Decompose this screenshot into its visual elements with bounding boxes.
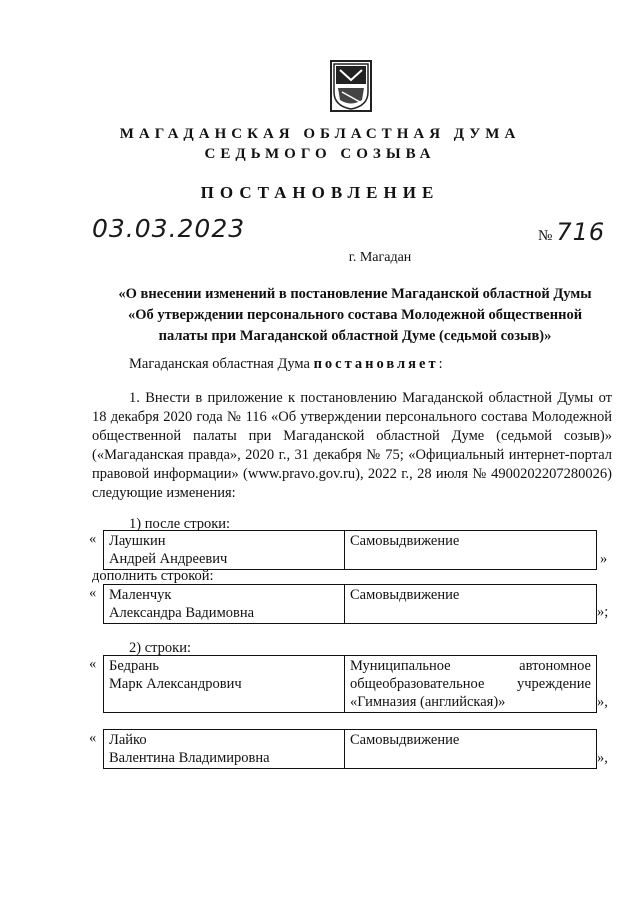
sub2-label: 2) строки: bbox=[129, 640, 191, 656]
city: г. Магадан bbox=[348, 250, 412, 265]
table-row-layko bbox=[103, 729, 597, 769]
surname: Лаушкин bbox=[109, 533, 166, 549]
surname: Маленчук bbox=[109, 587, 172, 603]
nomination-cell: Самовыдвижение bbox=[345, 531, 597, 570]
heading-line2: «Об утверждении персонального состава Молодежной общественной bbox=[127, 307, 583, 323]
intro-paragraph bbox=[129, 355, 443, 374]
org-name-line2: СЕДЬМОГО СОЗЫВА bbox=[204, 146, 436, 162]
document-type: ПОСТАНОВЛЕНИЕ bbox=[200, 183, 440, 202]
nomination-cell bbox=[345, 656, 597, 713]
coat-of-arms-icon bbox=[332, 62, 370, 110]
open-quote: « bbox=[89, 585, 97, 601]
org-name-line1: МАГАДАНСКАЯ ОБЛАСТНАЯ ДУМА bbox=[119, 126, 521, 142]
given-names: Александра Вадимовна bbox=[109, 605, 255, 621]
nomination-cell: Самовыдвижение bbox=[345, 730, 597, 769]
document-number bbox=[538, 218, 605, 246]
name-cell bbox=[104, 531, 345, 570]
sub1-label: 1) после строки: bbox=[129, 516, 231, 532]
document-heading bbox=[90, 284, 620, 347]
nomination-cell: Самовыдвижение bbox=[345, 585, 597, 624]
heading-line1: «О внесении изменений в постановление Магаданской областной Думы bbox=[118, 286, 592, 302]
close-quote: », bbox=[597, 694, 608, 710]
sub1-add-label: дополнить строкой: bbox=[92, 568, 214, 584]
close-quote: » bbox=[600, 551, 608, 567]
table-row-bedran bbox=[103, 655, 597, 713]
close-quote: »; bbox=[597, 604, 609, 620]
open-quote: « bbox=[89, 656, 97, 672]
table-row-laushkin bbox=[103, 530, 597, 570]
name-cell bbox=[104, 656, 345, 713]
name-cell bbox=[104, 730, 345, 769]
regional-coat-of-arms bbox=[330, 60, 372, 112]
number-label: № bbox=[538, 228, 553, 244]
intro-text: Магаданская областная Дума bbox=[129, 356, 314, 372]
close-quote: », bbox=[597, 750, 608, 766]
nomination-line3: «Гимназия (английская)» bbox=[350, 694, 506, 710]
open-quote: « bbox=[89, 730, 97, 746]
given-names: Марк Александрович bbox=[109, 676, 242, 692]
number-value: 716 bbox=[556, 218, 606, 246]
open-quote: « bbox=[89, 531, 97, 547]
given-names: Валентина Владимировна bbox=[109, 750, 270, 766]
intro-colon: : bbox=[438, 356, 443, 372]
document-date: 03.03.2023 bbox=[92, 214, 246, 243]
item-1-text: 1. Внести в приложение к постановлению Магаданской областной Думы от 18 декабря 2020 года № 116 «Об утверждении персонального состава Молодежной общественной палаты при Магаданской областной Думе (седьмой созыв)» («Магаданская правда», 2020 г., 31 декабря № 75; «Официальный интернет-портал правовой информации» (www.pravo.gov.ru), 2022 г., 28 июля № 4900202207280026) следующие изменения: bbox=[92, 390, 612, 501]
heading-line3: палаты при Магаданской областной Думе (седьмой созыв)» bbox=[158, 328, 552, 344]
nomination-line1: Муниципальное автономное bbox=[350, 658, 591, 674]
surname: Бедрань bbox=[109, 658, 160, 674]
name-cell bbox=[104, 585, 345, 624]
intro-verb: постановляет bbox=[313, 356, 439, 372]
nomination-line2: общеобразовательное учреждение bbox=[350, 676, 591, 692]
surname: Лайко bbox=[109, 732, 147, 748]
table-row-malenchuk bbox=[103, 584, 597, 624]
given-names: Андрей Андреевич bbox=[109, 551, 228, 567]
